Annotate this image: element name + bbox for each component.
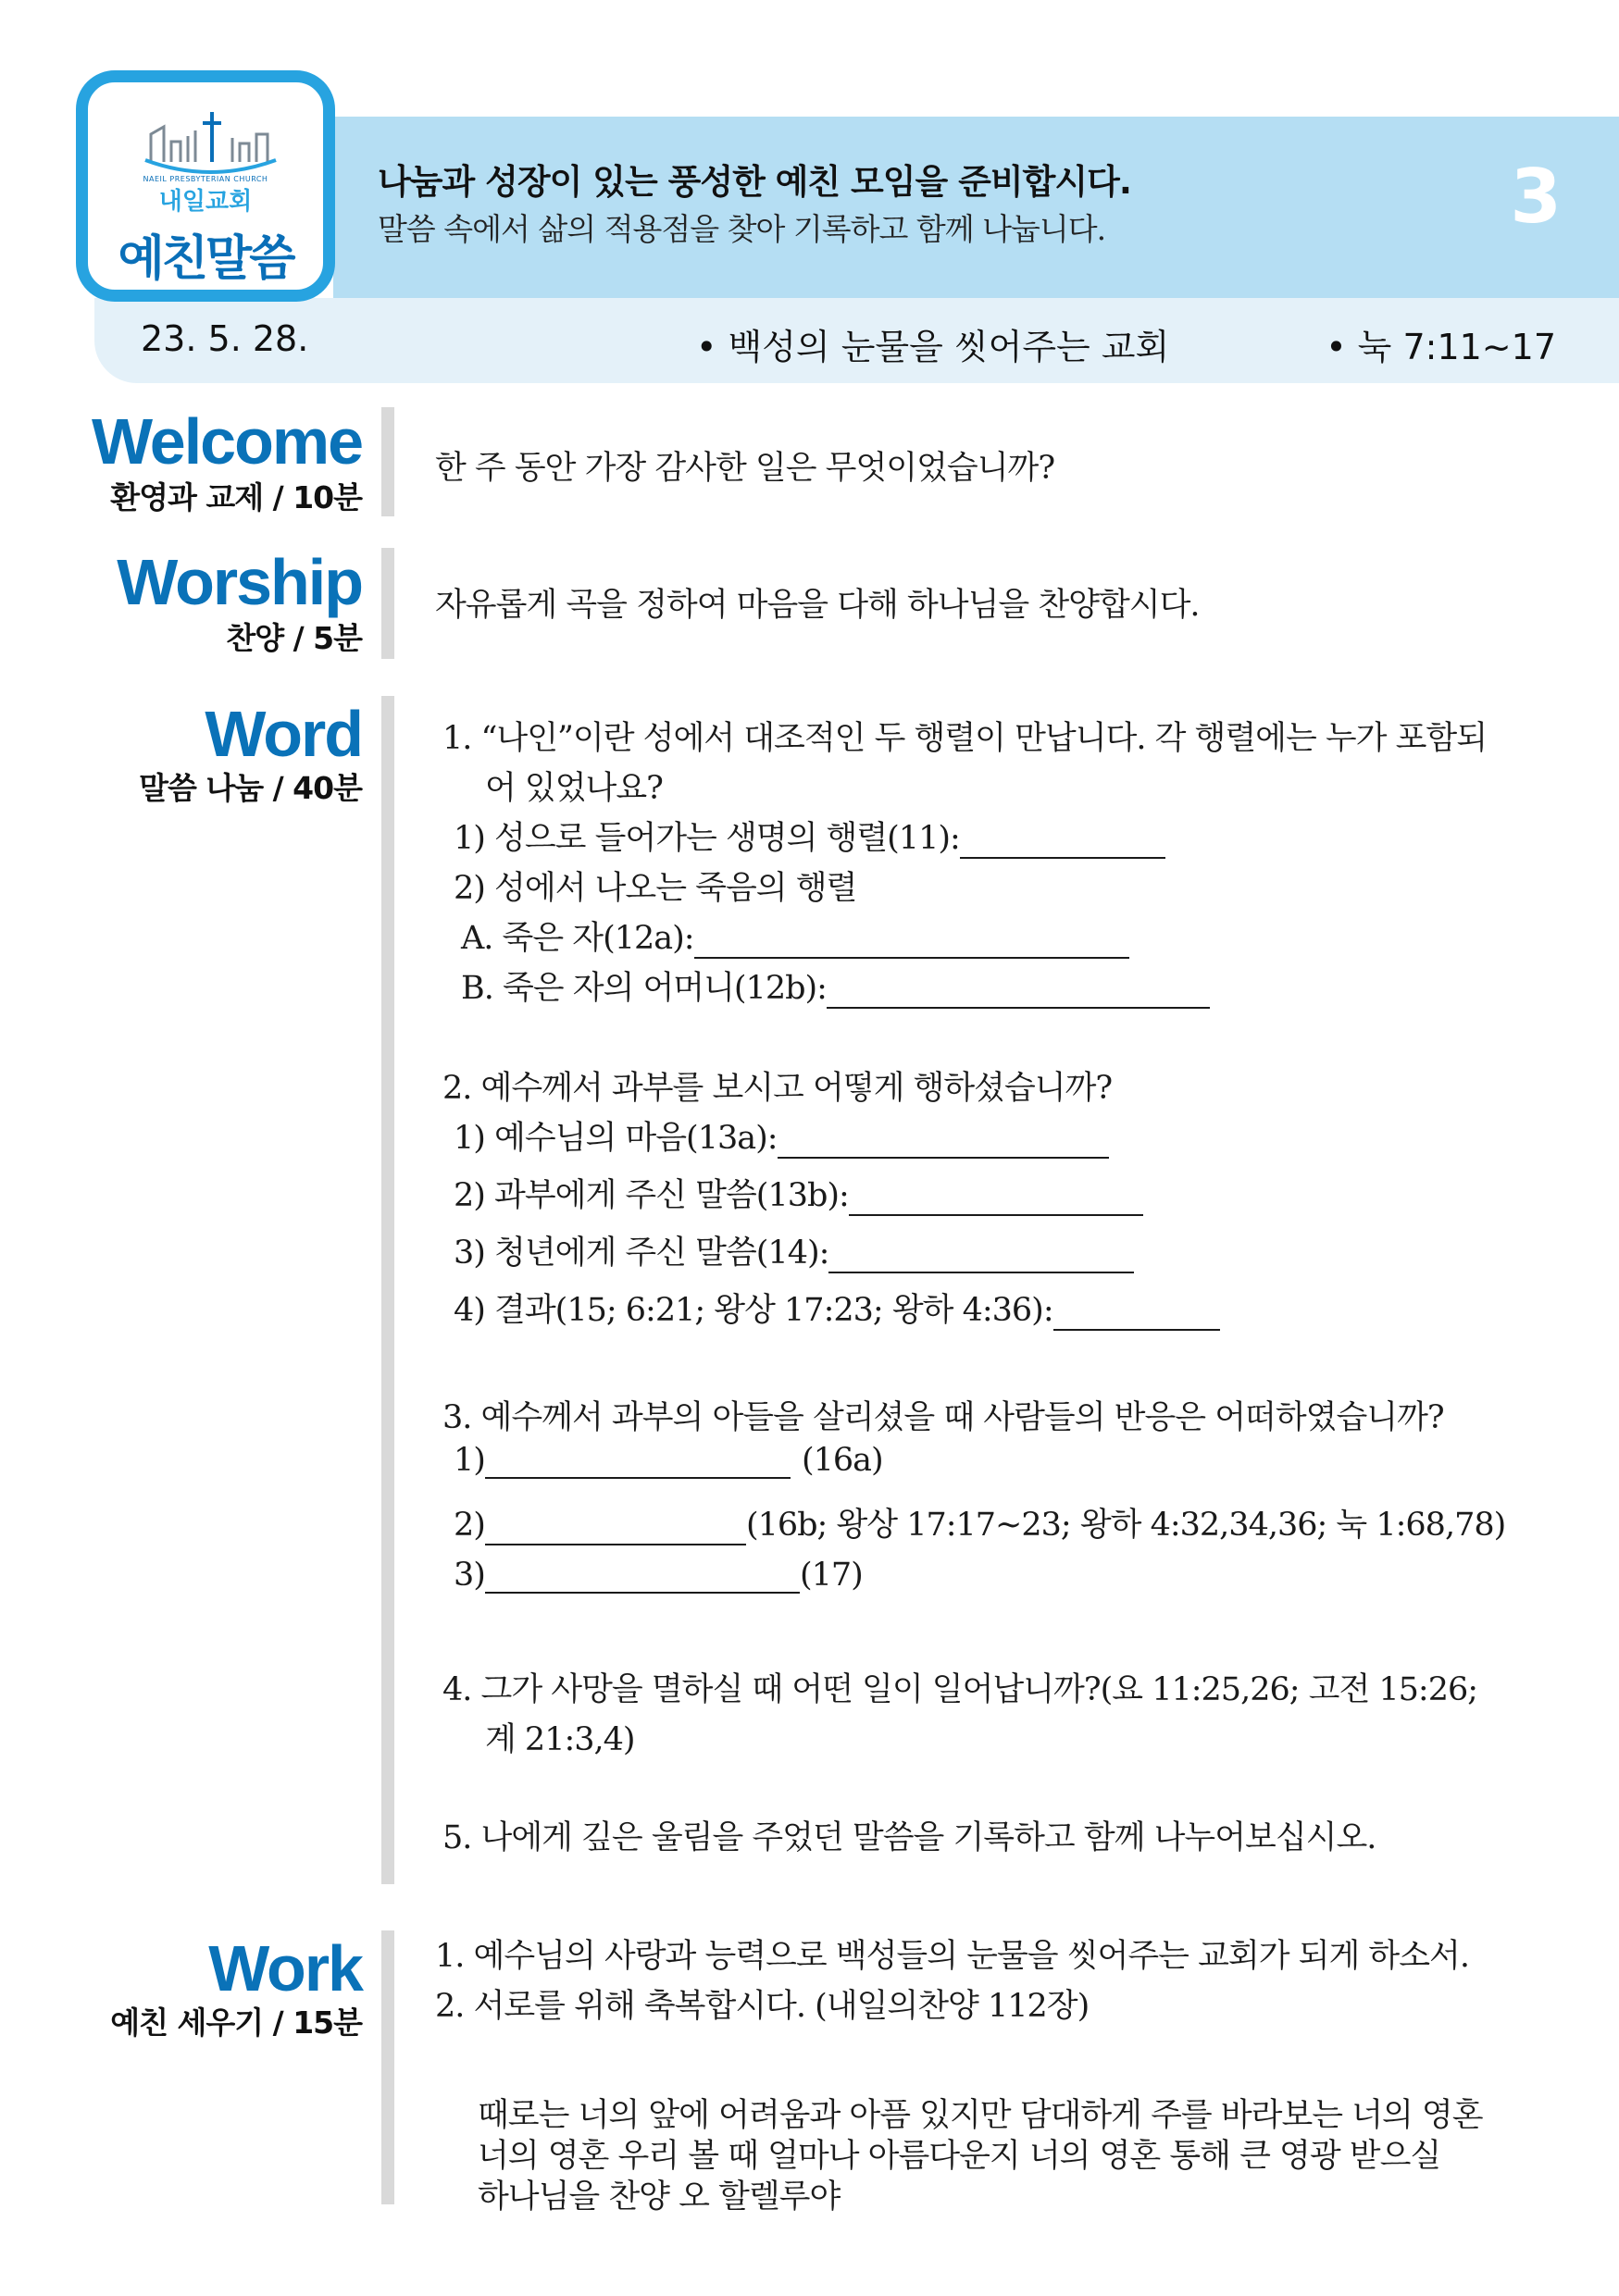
work-divider — [381, 1930, 394, 2204]
question-4: 4. 그가 사망을 멸하실 때 어떤 일이 일어납니까?(요 11:25,26; 고전 15:26; — [442, 1671, 1478, 1708]
logo-title: 예친말씀 — [118, 231, 293, 287]
answer-blank[interactable] — [960, 827, 1165, 859]
sermon-title: • 백성의 눈물을 씻어주는 교회 — [696, 327, 1170, 367]
answer-blank[interactable] — [849, 1185, 1143, 1216]
question-3-3-ref: (17) — [799, 1557, 863, 1594]
question-2-4-label: 4) 결과(15; 6:21; 왕상 17:23; 왕하 4:36): — [454, 1292, 1053, 1329]
question-3-3 — [454, 1557, 863, 1594]
question-1-a — [454, 813, 1165, 859]
question-3-2-ref: (16b; 왕상 17:17~23; 왕하 4:32,34,36; 눅 1:68,78) — [745, 1507, 1506, 1544]
question-2-1 — [454, 1112, 1109, 1159]
answer-blank[interactable] — [827, 977, 1210, 1009]
question-2-4 — [454, 1285, 1220, 1331]
word-title: Word — [205, 698, 362, 770]
answer-blank[interactable] — [694, 927, 1129, 959]
question-3-2-num: 2) — [454, 1507, 485, 1544]
question-2-2 — [454, 1170, 1143, 1216]
answer-blank[interactable] — [485, 1447, 791, 1479]
question-3-2 — [454, 1499, 1505, 1545]
question-2-3-label: 3) 청년에게 주신 말씀(14): — [454, 1235, 829, 1272]
question-5: 5. 나에게 깊은 울림을 주었던 말씀을 기록하고 함께 나누어보십시오. — [442, 1819, 1376, 1856]
date-bar — [94, 298, 1619, 383]
question-1-b-B-label: B. 죽은 자의 어머니(12b): — [461, 970, 827, 1007]
lyrics-line-2: 너의 영혼 우리 볼 때 얼마나 아름다운지 너의 영혼 통해 큰 영광 받으실 — [478, 2138, 1441, 2175]
welcome-title: Welcome — [91, 405, 362, 478]
logo-caption: NAEIL PRESBYTERIAN CHURCH — [143, 175, 268, 183]
welcome-question: 한 주 동안 가장 감사한 일은 무엇이었습니까? — [435, 450, 1055, 487]
question-3-3-num: 3) — [454, 1557, 485, 1594]
question-4-cont: 계 21:3,4) — [485, 1721, 635, 1758]
question-3-1-ref: (16a) — [801, 1442, 883, 1479]
church-logo — [76, 70, 335, 302]
question-1-b: 2) 성에서 나오는 죽음의 행렬 — [454, 870, 857, 907]
work-title: Work — [208, 1932, 362, 2004]
question-1-a-label: 1) 성으로 들어가는 생명의 행렬(11): — [454, 820, 960, 857]
worship-text: 자유롭게 곡을 정하여 마음을 다해 하나님을 찬양합시다. — [435, 587, 1200, 624]
banner-title: 나눔과 성장이 있는 풍성한 예친 모임을 준비합시다. — [378, 162, 1131, 202]
word-subtitle: 말씀 나눔 / 40분 — [139, 770, 362, 806]
question-1: 1. “나인”이란 성에서 대조적인 두 행렬이 만납니다. 각 행렬에는 누가 포함되 — [442, 720, 1488, 757]
worship-subtitle: 찬양 / 5분 — [226, 620, 362, 656]
answer-blank[interactable] — [778, 1127, 1109, 1159]
question-2: 2. 예수께서 과부를 보시고 어떻게 행하셨습니까? — [442, 1070, 1113, 1107]
header-banner — [333, 117, 1619, 298]
question-3-1-num: 1) — [454, 1442, 485, 1479]
banner-subtitle: 말씀 속에서 삶의 적용점을 찾아 기록하고 함께 나눕니다. — [378, 211, 1106, 247]
question-1-b-B — [461, 962, 1210, 1009]
answer-blank[interactable] — [828, 1242, 1134, 1273]
question-3-1 — [454, 1442, 883, 1479]
logo-church-name: 내일교회 — [158, 188, 253, 216]
skyline-cross-icon — [143, 108, 278, 178]
work-item-2: 2. 서로를 위해 축복합시다. (내일의찬양 112장) — [435, 1988, 1090, 2025]
answer-blank[interactable] — [485, 1514, 746, 1545]
scripture-reference: • 눅 7:11~17 — [1326, 327, 1556, 367]
work-item-1: 1. 예수님의 사랑과 능력으로 백성들의 눈물을 씻어주는 교회가 되게 하소서. — [435, 1938, 1469, 1975]
worship-title: Worship — [117, 546, 362, 618]
welcome-subtitle: 환영과 교제 / 10분 — [110, 479, 362, 515]
answer-blank[interactable] — [1053, 1299, 1220, 1331]
welcome-divider — [381, 407, 394, 516]
question-2-1-label: 1) 예수님의 마음(13a): — [454, 1120, 778, 1157]
work-subtitle: 예친 세우기 / 15분 — [110, 2004, 362, 2041]
lyrics-line-3: 하나님을 찬양 오 할렐루야 — [478, 2178, 841, 2215]
worship-divider — [381, 548, 394, 659]
question-3: 3. 예수께서 과부의 아들을 살리셨을 때 사람들의 반응은 어떠하였습니까? — [442, 1399, 1444, 1436]
question-1-cont: 어 있었나요? — [485, 770, 663, 807]
question-1-b-A-label: A. 죽은 자(12a): — [461, 920, 694, 957]
question-2-3 — [454, 1227, 1134, 1273]
question-2-2-label: 2) 과부에게 주신 말씀(13b): — [454, 1177, 849, 1214]
word-divider — [381, 696, 394, 1884]
date: 23. 5. 28. — [141, 318, 309, 359]
answer-blank[interactable] — [485, 1562, 800, 1594]
lyrics-line-1: 때로는 너의 앞에 어려움과 아픔 있지만 담대하게 주를 바라보는 너의 영혼 — [478, 2097, 1483, 2134]
page-number: 3 — [1510, 154, 1562, 240]
question-1-b-A — [461, 912, 1129, 959]
